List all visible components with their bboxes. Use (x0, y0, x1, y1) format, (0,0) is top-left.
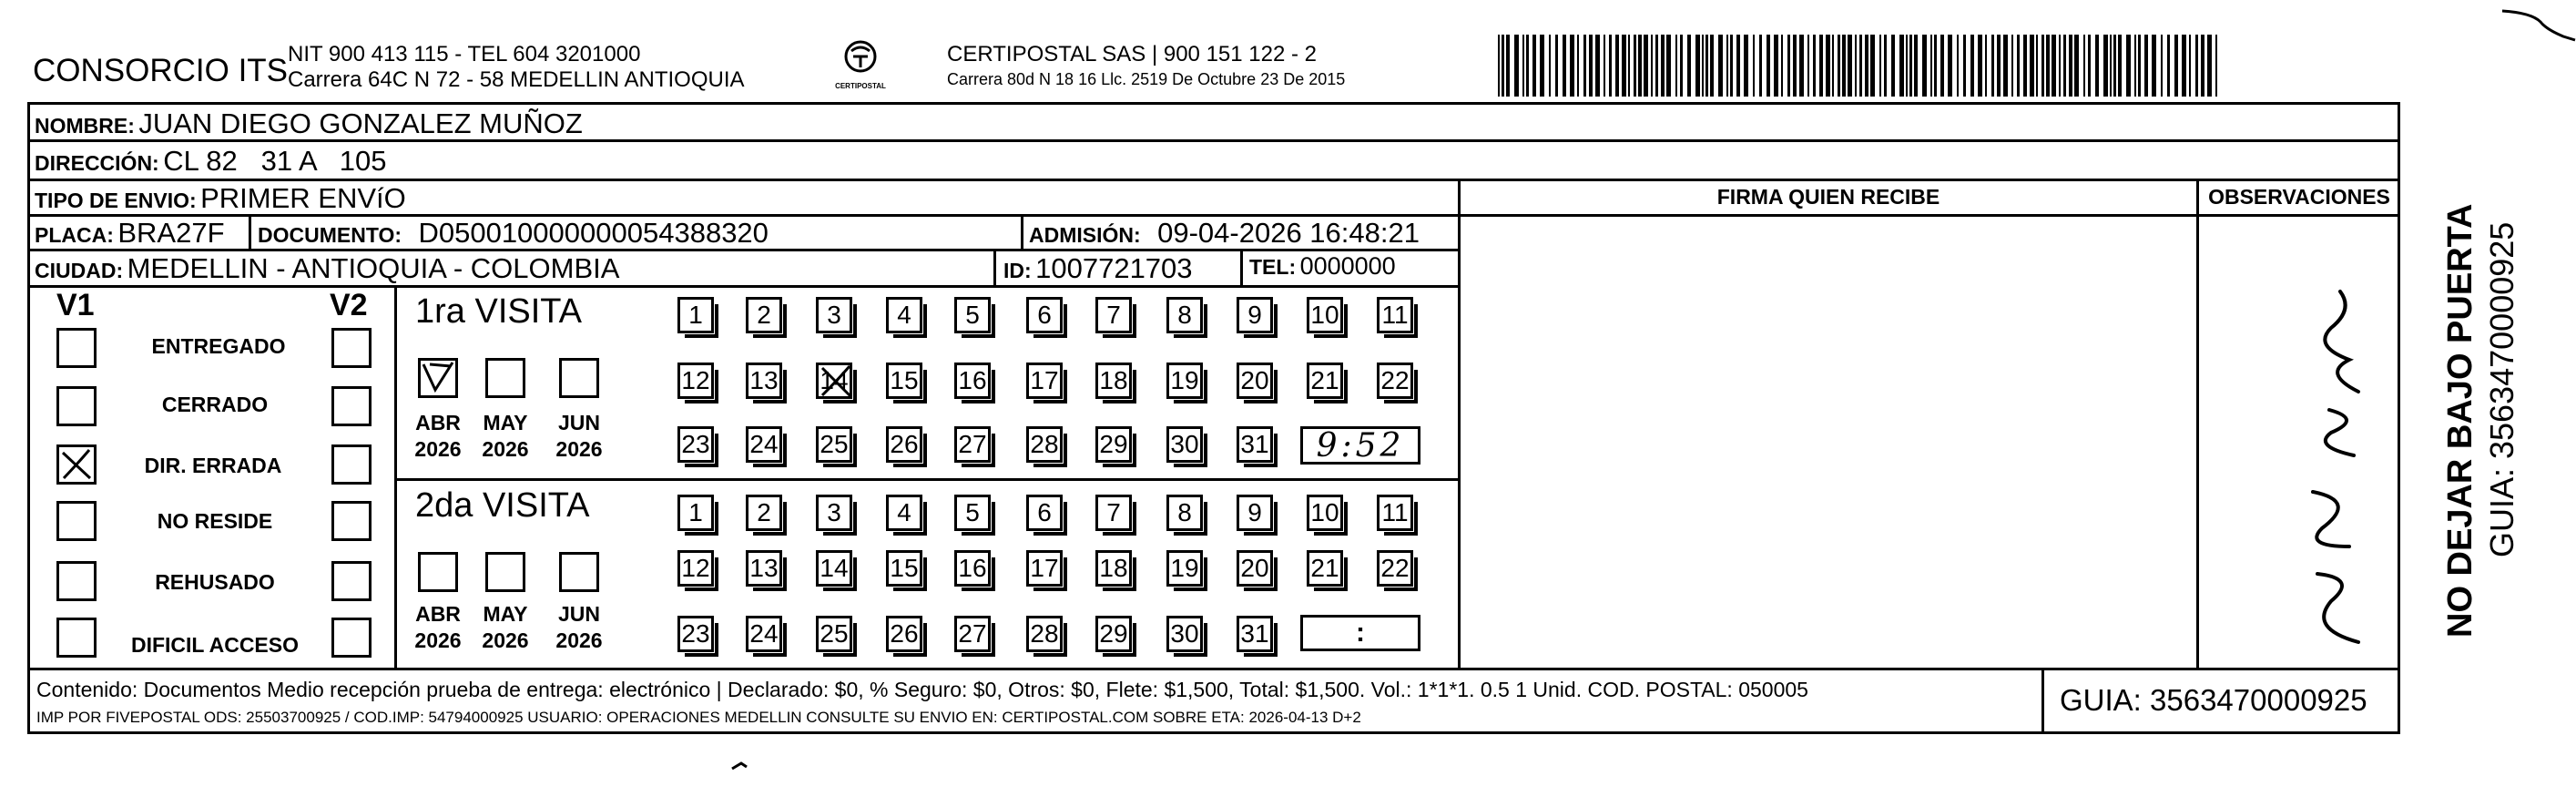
certipostal-logo (829, 38, 892, 95)
second-visit-day-2[interactable]: 2 (746, 495, 782, 531)
second-visit-day-15[interactable]: 15 (886, 550, 922, 587)
status-label-rehusado: REHUSADO (155, 570, 275, 594)
second-visit-day-17[interactable]: 17 (1026, 550, 1063, 587)
month-name: ABR (415, 411, 461, 434)
second-visit-month-abr[interactable] (418, 552, 458, 592)
first-visit-day-26[interactable]: 26 (886, 426, 922, 463)
v1-checkbox-dificil-acceso[interactable] (56, 618, 97, 658)
second-visit-day-20[interactable]: 20 (1237, 550, 1273, 587)
second-visit-day-16[interactable]: 16 (954, 550, 991, 587)
first-visit-time-box[interactable] (1300, 426, 1420, 465)
first-visit-day-12[interactable]: 12 (677, 363, 714, 399)
documento-label: DOCUMENTO: (258, 223, 402, 247)
v2-header: V2 (330, 288, 368, 322)
certipostal-name: CERTIPOSTAL SAS | 900 151 122 - 2 (947, 42, 1317, 66)
v1-checkbox-cerrado[interactable] (56, 386, 97, 426)
second-visit-day-19[interactable]: 19 (1166, 550, 1203, 587)
month-year: 2026 (414, 436, 462, 461)
second-visit-day-1[interactable]: 1 (677, 495, 714, 531)
first-visit-day-5[interactable]: 5 (954, 297, 991, 333)
second-visit-day-18[interactable]: 18 (1095, 550, 1132, 587)
status-label-cerrado: CERRADO (161, 393, 269, 416)
v1-header: V1 (56, 288, 95, 322)
first-visit-day-2[interactable]: 2 (746, 297, 782, 333)
second-visit-day-3[interactable]: 3 (816, 495, 852, 531)
second-visit-day-22[interactable]: 22 (1377, 550, 1413, 587)
status-label-entregado: ENTREGADO (151, 334, 286, 358)
month-year: 2026 (555, 436, 603, 461)
first-visit-day-9[interactable]: 9 (1237, 297, 1273, 333)
tel-row (1249, 254, 1396, 279)
month-name: MAY (483, 602, 528, 626)
second-visit-day-13[interactable]: 13 (746, 550, 782, 587)
nombre-row (35, 109, 583, 138)
first-visit-month-may-label (473, 410, 537, 463)
month-name: JUN (557, 411, 600, 434)
placa-label: PLACA: (35, 223, 114, 247)
second-visit-time: : (1356, 618, 1365, 648)
placa-row (35, 219, 225, 247)
first-visit-day-6[interactable]: 6 (1026, 297, 1063, 333)
month-name: MAY (483, 411, 528, 434)
tel-label: TEL: (1249, 255, 1297, 279)
v1-checkbox-no-reside[interactable] (56, 501, 97, 541)
first-visit-day-17[interactable]: 17 (1026, 363, 1063, 399)
first-visit-month-abr-label (406, 410, 470, 463)
first-visit-day-19[interactable]: 19 (1166, 363, 1203, 399)
company-nit-tel: NIT 900 413 115 - TEL 604 3201000 (288, 42, 641, 66)
first-visit-month-abr[interactable] (418, 358, 458, 398)
first-visit-day-28[interactable]: 28 (1026, 426, 1063, 463)
barcode (1498, 35, 2222, 97)
first-visit-day-24[interactable]: 24 (746, 426, 782, 463)
ciudad-value: MEDELLIN - ANTIOQUIA - COLOMBIA (127, 252, 620, 284)
tipo-label: TIPO DE ENVIO: (35, 189, 197, 212)
tel-value: 0000000 (1299, 252, 1396, 280)
first-visit-day-13[interactable]: 13 (746, 363, 782, 399)
first-visit-day-16[interactable]: 16 (954, 363, 991, 399)
certipostal-license: Carrera 80d N 18 16 Llc. 2519 De Octubre 23 De 2015 (947, 70, 1346, 88)
second-visit-month-may-label (473, 601, 537, 654)
status-label-dificil-acceso: DIFICIL ACCESO (130, 633, 299, 657)
tipo-row (35, 184, 406, 212)
first-visit-day-1[interactable]: 1 (677, 297, 714, 333)
second-visit-day-29[interactable]: 29 (1095, 616, 1132, 652)
id-value: 1007721703 (1035, 252, 1193, 284)
first-visit-day-22[interactable]: 22 (1377, 363, 1413, 399)
second-visit-day-24[interactable]: 24 (746, 616, 782, 652)
v2-checkbox-dir-errada[interactable] (331, 444, 372, 485)
first-visit-day-27[interactable]: 27 (954, 426, 991, 463)
second-visit-month-jun[interactable] (559, 552, 599, 592)
first-visit-day-11[interactable]: 11 (1377, 297, 1413, 333)
first-visit-day-23[interactable]: 23 (677, 426, 714, 463)
second-visit-day-27[interactable]: 27 (954, 616, 991, 652)
second-visit-month-abr-label (406, 601, 470, 654)
first-visit-day-7[interactable]: 7 (1095, 297, 1132, 333)
second-visit-day-31[interactable]: 31 (1237, 616, 1273, 652)
month-name: ABR (415, 602, 461, 626)
first-visit-day-18[interactable]: 18 (1095, 363, 1132, 399)
first-visit-day-8[interactable]: 8 (1166, 297, 1203, 333)
second-visit-time-box[interactable] (1300, 615, 1420, 651)
ciudad-label: CIUDAD: (35, 259, 124, 282)
second-visit-day-26[interactable]: 26 (886, 616, 922, 652)
second-visit-day-28[interactable]: 28 (1026, 616, 1063, 652)
company-address: Carrera 64C N 72 - 58 MEDELLIN ANTIOQUIA (288, 67, 745, 92)
second-visit-day-9[interactable]: 9 (1237, 495, 1273, 531)
first-visit-day-30[interactable]: 30 (1166, 426, 1203, 463)
month-name: JUN (557, 602, 600, 626)
first-visit-day-15[interactable]: 15 (886, 363, 922, 399)
second-visit-day-21[interactable]: 21 (1307, 550, 1343, 587)
nombre-value: JUAN DIEGO GONZALEZ MUÑOZ (138, 107, 583, 139)
footer-contenido: Contenido: Documentos Medio recepción prueba de entrega: electrónico | Declarado: $0, % Seguro: $0, Otros: $0, Flete: $1,500, Total: $1,500. Vol.: 1*1*1. 0.5 1 Unid. COD. POSTAL: 050005 (36, 678, 1808, 701)
documento-row (258, 219, 769, 247)
first-visit-day-mark (817, 363, 857, 403)
documento-value: D050010000000054388320 (418, 217, 769, 249)
first-visit-day-14[interactable]: 14 (816, 363, 852, 399)
second-visit-day-12[interactable]: 12 (677, 550, 714, 587)
side-guia: GUIA: 3563470000925 (2483, 221, 2520, 557)
admision-value: 09-04-2026 16:48:21 (1157, 217, 1420, 249)
second-visit-title: 2da VISITA (415, 486, 590, 525)
first-visit-day-25[interactable]: 25 (816, 426, 852, 463)
second-visit-day-10[interactable]: 10 (1307, 495, 1343, 531)
first-visit-day-21[interactable]: 21 (1307, 363, 1343, 399)
v2-checkbox-dificil-acceso[interactable] (331, 618, 372, 658)
second-visit-day-11[interactable]: 11 (1377, 495, 1413, 531)
first-visit-day-3[interactable]: 3 (816, 297, 852, 333)
second-visit-day-25[interactable]: 25 (816, 616, 852, 652)
month-year: 2026 (555, 628, 603, 652)
direccion-row (35, 147, 387, 175)
status-label-dir-errada: DIR. ERRADA (144, 454, 282, 477)
admision-row (1029, 219, 1420, 247)
v2-checkbox-no-reside[interactable] (331, 501, 372, 541)
second-visit-day-23[interactable]: 23 (677, 616, 714, 652)
observaciones-header: OBSERVACIONES (2208, 185, 2390, 209)
first-visit-day-20[interactable]: 20 (1237, 363, 1273, 399)
second-visit-month-jun-label (547, 601, 611, 654)
first-visit-day-10[interactable]: 10 (1307, 297, 1343, 333)
v2-checkbox-rehusado[interactable] (331, 561, 372, 601)
second-visit-day-6[interactable]: 6 (1026, 495, 1063, 531)
first-visit-month-may[interactable] (485, 358, 525, 398)
company-name: CONSORCIO ITS (33, 53, 289, 88)
month-year: 2026 (414, 628, 462, 652)
stray-mark (728, 756, 756, 774)
month-year: 2026 (482, 436, 529, 461)
v2-checkbox-cerrado[interactable] (331, 386, 372, 426)
side-notice: NO DEJAR BAJO PUERTA (2441, 203, 2479, 638)
logo-caption: CERTIPOSTAL (835, 82, 886, 90)
v2-checkbox-entregado[interactable] (331, 328, 372, 368)
second-visit-day-30[interactable]: 30 (1166, 616, 1203, 652)
first-visit-day-29[interactable]: 29 (1095, 426, 1132, 463)
checkbox-x-mark (59, 447, 94, 482)
first-visit-month-jun[interactable] (559, 358, 599, 398)
first-visit-title: 1ra VISITA (415, 292, 583, 331)
first-visit-day-31[interactable]: 31 (1237, 426, 1273, 463)
handwritten-signature (2222, 273, 2386, 656)
admision-label: ADMISIÓN: (1029, 223, 1141, 247)
second-visit-day-4[interactable]: 4 (886, 495, 922, 531)
second-visit-day-5[interactable]: 5 (954, 495, 991, 531)
month-year: 2026 (482, 628, 529, 652)
v1-checkbox-dir-errada[interactable] (56, 444, 97, 485)
month-check-mark (421, 361, 455, 395)
firma-header: FIRMA QUIEN RECIBE (1716, 185, 1940, 209)
v1-checkbox-entregado[interactable] (56, 328, 97, 368)
first-visit-day-4[interactable]: 4 (886, 297, 922, 333)
id-label: ID: (1003, 259, 1032, 282)
second-visit-day-7[interactable]: 7 (1095, 495, 1132, 531)
nombre-label: NOMBRE: (35, 114, 135, 138)
status-label-no-reside: NO RESIDE (157, 509, 273, 533)
second-visit-month-may[interactable] (485, 552, 525, 592)
footer-guia: GUIA: 3563470000925 (2060, 683, 2367, 717)
second-visit-day-14[interactable]: 14 (816, 550, 852, 587)
first-visit-month-jun-label (547, 410, 611, 463)
footer-imp: IMP POR FIVEPOSTAL ODS: 25503700925 / COD.IMP: 54794000925 USUARIO: OPERACIONES MEDELLIN CONSULTE SU ENVIO EN: CERTIPOSTAL.COM SOBRE ETA: 2026-04-13 D+2 (36, 709, 1361, 726)
placa-value: BRA27F (117, 217, 225, 249)
tipo-value: PRIMER ENVíO (200, 182, 406, 214)
direccion-label: DIRECCIÓN: (35, 151, 159, 175)
ciudad-row (35, 254, 619, 282)
first-visit-time: 9:52 (1316, 427, 1405, 465)
v1-checkbox-rehusado[interactable] (56, 561, 97, 601)
second-visit-day-8[interactable]: 8 (1166, 495, 1203, 531)
direccion-value: CL 82 31 A 105 (163, 145, 387, 177)
id-row (1003, 254, 1193, 282)
